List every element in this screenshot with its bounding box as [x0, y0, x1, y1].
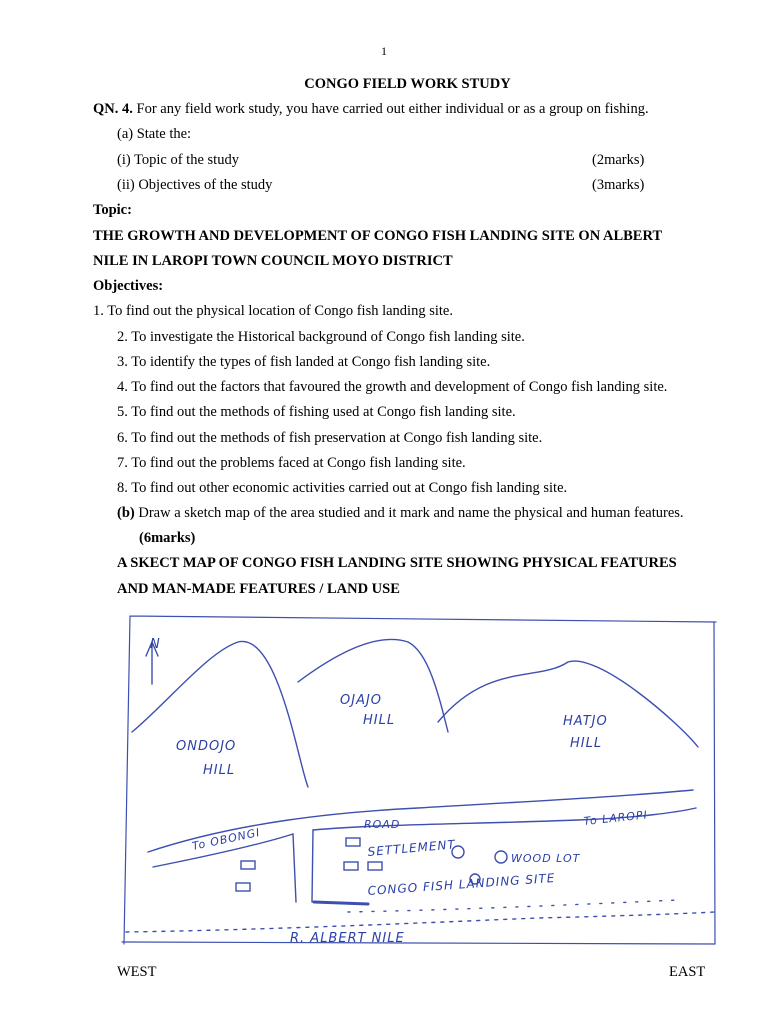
topic-line-2: NILE IN LAROPI TOWN COUNCIL MOYO DISTRICT [93, 253, 453, 269]
objective-item: 3. To identify the types of fish landed at Congo fish landing site. [117, 354, 491, 370]
sub-ii-label: (ii) Objectives of the study [117, 177, 273, 193]
objective-item: 7. To find out the problems faced at Congo fish landing site. [117, 455, 466, 471]
to-laropi-label: To LAROPI [582, 808, 649, 828]
hill-mid-name: OJAJO [340, 693, 383, 708]
river-label: R. ALBERT NILE [290, 931, 405, 946]
settlement-label: SETTLEMENT [367, 837, 457, 859]
part-b-marks: (6marks) [139, 530, 196, 546]
objective-item: 5. To find out the methods of fishing used at Congo fish landing site. [117, 404, 516, 420]
hill-left-name: ONDOJO [176, 739, 237, 754]
question-text: For any field work study, you have carried out either individual or as a group on fishing. [136, 101, 649, 117]
objective-item: 8. To find out other economic activities carried out at Congo fish landing site. [117, 480, 568, 496]
objectives-heading: Objectives: [93, 278, 164, 294]
page-title: CONGO FIELD WORK STUDY [304, 76, 511, 92]
woodlot-label: WOOD LOT [511, 852, 581, 865]
part-b-label: (b) [117, 505, 135, 521]
topic-line-1: THE GROWTH AND DEVELOPMENT OF CONGO FISH LANDING SITE ON ALBERT [93, 228, 663, 244]
hill-right-suffix: HILL [570, 736, 603, 751]
sketch-map [118, 612, 718, 946]
objective-item: 1. To find out the physical location of Congo fish landing site. [93, 303, 453, 319]
part-b-line [117, 505, 684, 522]
objective-item: 6. To find out the methods of fish preservation at Congo fish landing site. [117, 430, 543, 446]
part-a-label: (a) State the: [117, 126, 192, 142]
map-heading-line-1: A SKECT MAP OF CONGO FISH LANDING SITE SHOWING PHYSICAL FEATURES [117, 555, 677, 571]
part-b-text: Draw a sketch map of the area studied and it mark and name the physical and human features. [138, 505, 684, 521]
west-label: WEST [117, 964, 157, 980]
to-obongi-label: To OBONGI [190, 825, 262, 853]
road-label: ROAD [364, 818, 401, 831]
sub-i-marks: (2marks) [592, 152, 645, 168]
sub-ii-marks: (3marks) [592, 177, 645, 193]
hill-left-suffix: HILL [203, 763, 236, 778]
topic-heading: Topic: [93, 202, 132, 218]
question-number: QN. 4. [93, 101, 133, 117]
objective-item: 4. To find out the factors that favoured the growth and development of Congo fish landing site. [117, 379, 668, 395]
question-line [93, 101, 649, 118]
objective-item: 2. To investigate the Historical background of Congo fish landing site. [117, 329, 525, 345]
east-label: EAST [669, 964, 706, 980]
landing-site-label: CONGO FISH LANDING SITE [367, 870, 556, 898]
hill-mid-suffix: HILL [363, 713, 396, 728]
map-heading-line-2: AND MAN-MADE FEATURES / LAND USE [117, 581, 400, 597]
page-number: 1 [381, 44, 387, 58]
north-label: N [150, 637, 161, 652]
hill-right-name: HATJO [563, 714, 608, 729]
sub-i-label: (i) Topic of the study [117, 152, 239, 168]
